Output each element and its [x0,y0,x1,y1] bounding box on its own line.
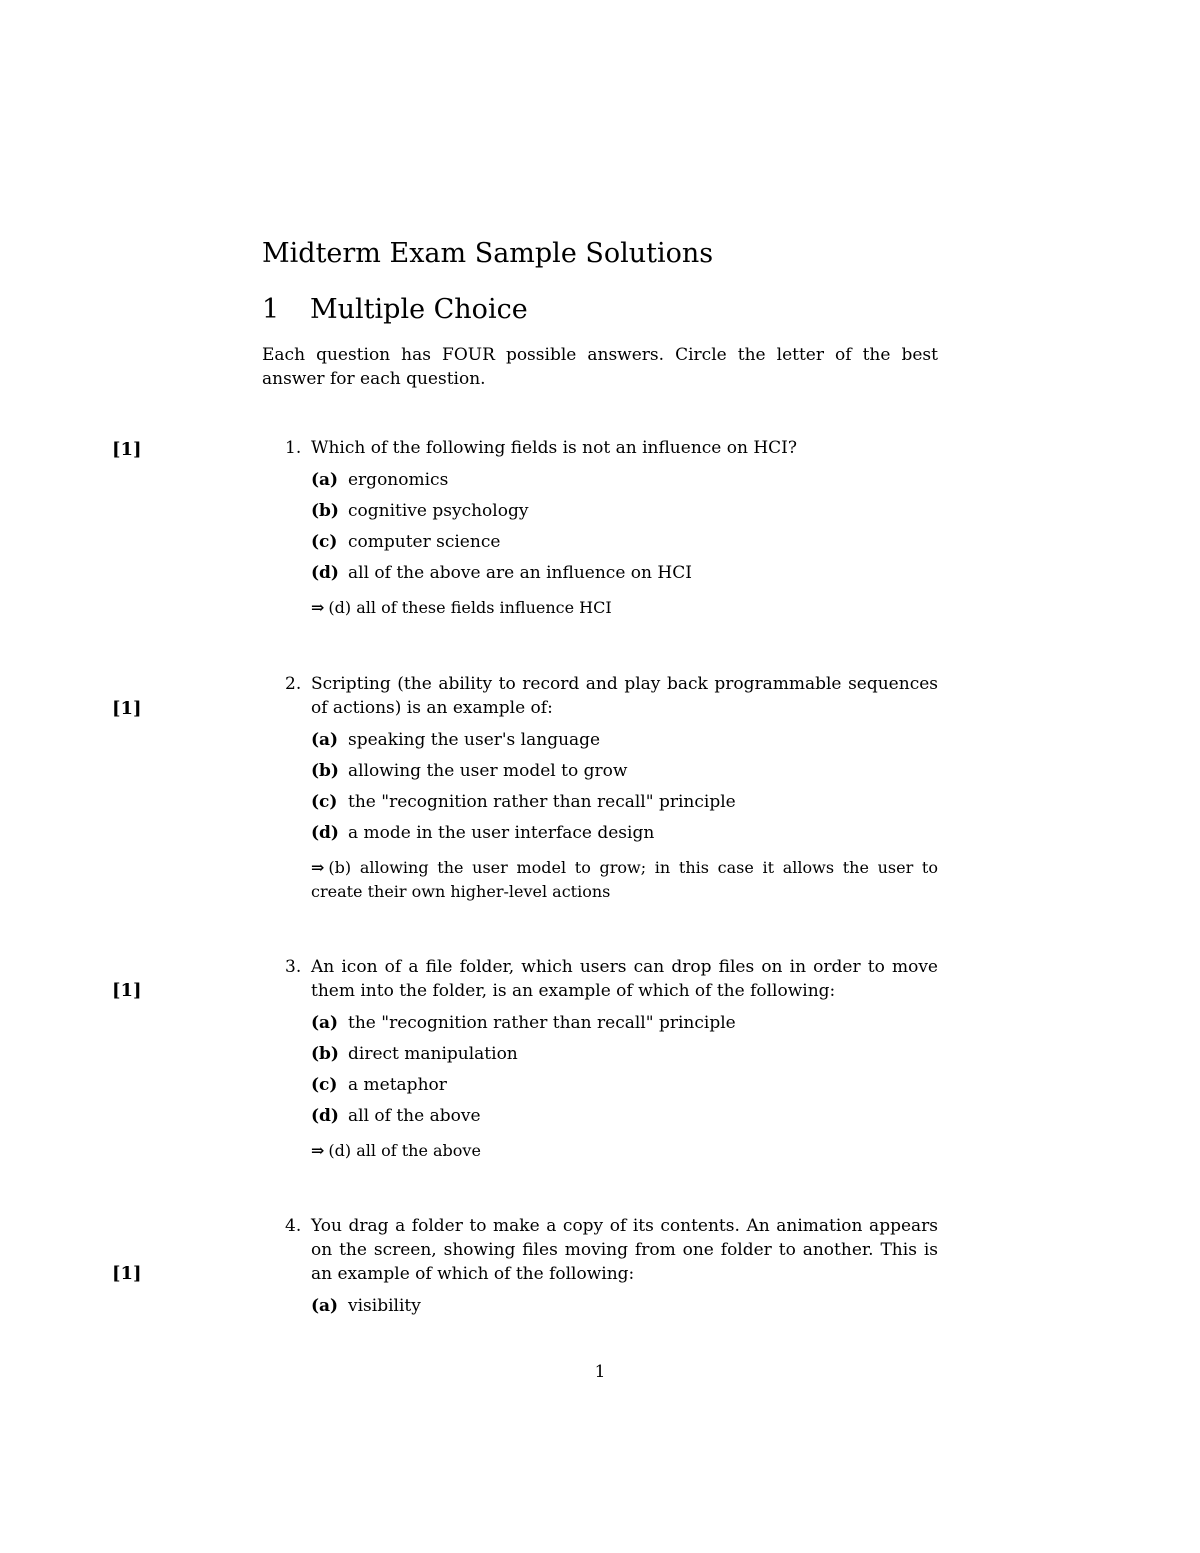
option-c [311,787,938,818]
question-number: 1. [285,438,302,458]
option-b [311,756,938,787]
section-title: Multiple Choice [310,294,528,325]
point-marker: [1] [112,698,142,719]
question-text: An icon of a file folder, which users can drop files on in order to move them into the folder, is an example of which of the following: [311,957,938,1001]
option-text: all of the above are an influence on HCI [348,563,692,583]
option-list [311,1291,938,1322]
option-text: ergonomics [348,470,449,490]
option-letter: (d) [311,823,339,843]
option-letter: (c) [311,792,338,812]
question-text: You drag a folder to make a copy of its contents. An animation appears on the screen, showing files moving from one folder to another. This is an example of which of the following: [311,1216,938,1284]
option-a [311,1008,938,1039]
question-1 [285,436,938,620]
option-letter: (b) [311,1044,339,1064]
solution-answer [311,1139,938,1163]
option-letter: (c) [311,532,338,552]
option-b [311,496,938,527]
solution-answer [311,856,938,904]
option-letter: (b) [311,501,339,521]
option-a [311,465,938,496]
option-d [311,1101,938,1132]
implies-arrow-icon: ⇒ [311,858,325,877]
option-a [311,725,938,756]
option-text: speaking the user's language [348,730,601,750]
question-text: Which of the following fields is not an influence on HCI? [311,438,798,458]
option-letter: (a) [311,470,339,490]
option-b [311,1039,938,1070]
implies-arrow-icon: ⇒ [311,1141,325,1160]
section-heading [262,292,528,328]
document-title: Midterm Exam Sample Solutions [262,238,714,269]
question-text: Scripting (the ability to record and play back programmable sequences of actions) is an example of: [311,674,938,718]
option-text: computer science [348,532,501,552]
option-text: all of the above [348,1106,481,1126]
option-d [311,818,938,849]
option-letter: (a) [311,1013,339,1033]
option-text: the "recognition rather than recall" principle [348,792,736,812]
option-letter: (d) [311,563,339,583]
option-letter: (a) [311,1296,339,1316]
solution-text: (b) allowing the user model to grow; in this case it allows the user to create their own higher-level actions [311,858,938,901]
point-marker: [1] [112,980,142,1001]
question-3 [285,955,938,1163]
option-letter: (b) [311,761,339,781]
point-marker: [1] [112,1263,142,1284]
option-c [311,527,938,558]
option-list [311,1008,938,1132]
solution-text: (d) all of these fields influence HCI [328,598,612,617]
solution-text: (d) all of the above [328,1141,481,1160]
option-d [311,558,938,589]
implies-arrow-icon: ⇒ [311,598,325,617]
option-text: the "recognition rather than recall" principle [348,1013,736,1033]
option-text: cognitive psychology [348,501,529,521]
instructions-paragraph: Each question has FOUR possible answers. Circle the letter of the best answer for each question. [262,345,938,389]
option-letter: (a) [311,730,339,750]
question-number: 2. [285,674,302,694]
option-text: direct manipulation [348,1044,518,1064]
option-letter: (c) [311,1075,338,1095]
solution-answer [311,596,938,620]
page-number: 1 [594,1362,606,1382]
question-number: 3. [285,957,302,977]
option-text: allowing the user model to grow [348,761,628,781]
option-text: a mode in the user interface design [348,823,655,843]
question-4 [285,1214,938,1322]
option-c [311,1070,938,1101]
section-number: 1 [262,294,280,325]
option-a [311,1291,938,1322]
question-number: 4. [285,1216,302,1236]
option-letter: (d) [311,1106,339,1126]
option-text: a metaphor [348,1075,447,1095]
question-2 [285,672,938,904]
option-text: visibility [348,1296,421,1316]
option-list [311,465,938,589]
option-list [311,725,938,849]
point-marker: [1] [112,439,142,460]
